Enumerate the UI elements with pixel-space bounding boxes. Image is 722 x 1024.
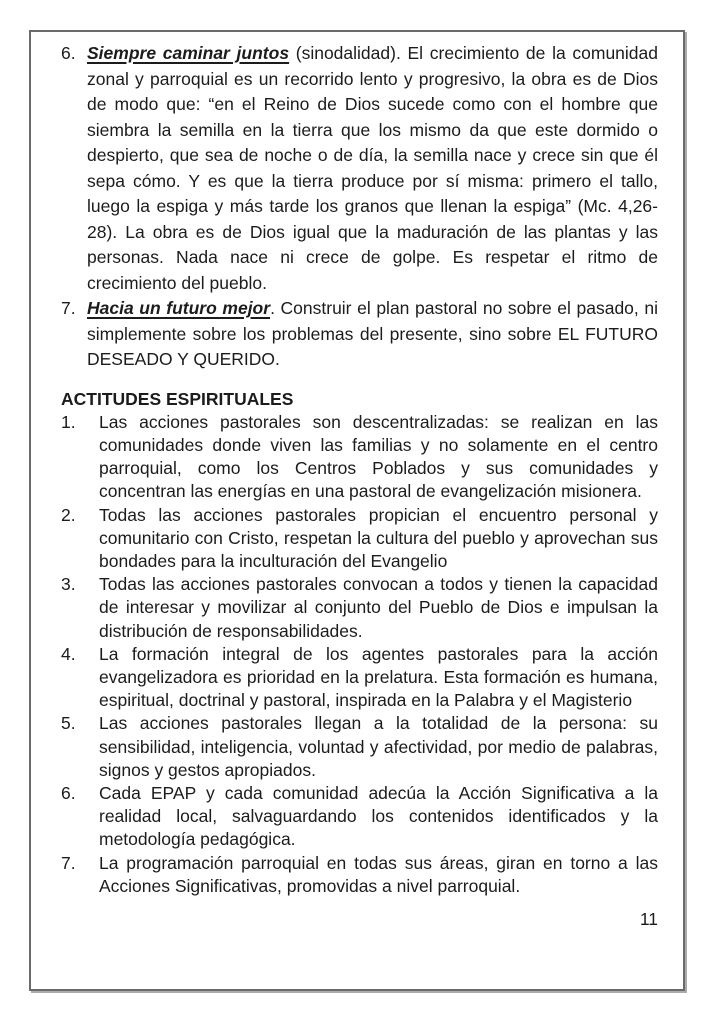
list-item-number: 6. — [61, 43, 76, 63]
list-item-number: 7. — [61, 852, 76, 873]
section-heading: ACTITUDES ESPIRITUALES — [61, 388, 294, 409]
list-item — [61, 852, 658, 898]
page-border-frame — [29, 30, 685, 991]
list-item — [61, 643, 658, 713]
list-item-number: 4. — [61, 643, 76, 664]
list-item — [61, 41, 658, 296]
list-item-text — [87, 296, 658, 373]
list-item-number: 6. — [61, 782, 76, 803]
list-item-text: La programación parroquial en todas sus áreas, giran en torno a las Acciones Significativas, promovidas a nivel parroquial. — [99, 852, 658, 896]
list-item-text: Las acciones pastorales llegan a la totalidad de la persona: su sensibilidad, inteligencia, voluntad y afectividad, por medio de palabras, signos y gestos apropiados. — [99, 713, 658, 780]
list-item-text: La formación integral de los agentes pastorales para la acción evangelizadora es prioridad en la prelatura. Esta formación es humana, espiritual, doctrinal y pastoral, inspirada en la Palabra y el Magisterio — [99, 643, 658, 711]
list-item-number: 3. — [61, 574, 76, 595]
list-item — [61, 296, 658, 373]
section-numbered-list — [61, 411, 658, 898]
item-lead-title: Siempre caminar juntos — [87, 43, 290, 63]
list-item-text: Las acciones pastorales son descentralizadas: se realizan en las comunidades donde viven las familias y no solamente en el centro parroquial, como los Centros Poblados y sus comunidades y concentran las energías en una pastoral de evangelización misionera. — [99, 411, 658, 502]
item-body-text: . Construir el plan pastoral no sobre el pasado, ni simplemente sobre los problemas del presente, sino sobre EL FUTURO DESEADO Y QUERIDO. — [87, 298, 658, 369]
list-item — [61, 712, 658, 782]
list-item — [61, 573, 658, 643]
list-item-text: Todas las acciones pastorales propician el encuentro personal y comunitario con Cristo, respetan la cultura del pueblo y aprovechan sus bondades para la inculturación del Evangelio — [99, 504, 658, 571]
item-body-text: (sinodalidad). El crecimiento de la comunidad zonal y parroquial es un recorrido lento y progresivo, la obra es de Dios de modo que: “en el Reino de Dios sucede como con el hombre que siembra la semilla en la tierra que los mismo da que este dormido o despierto, que sea de noche o de día, la semilla nace y crece sin que él sepa cómo. Y es que la tierra produce por sí misma: primero el tallo, luego la espiga y más tarde los granos que llenan la espiga” (Mc. 4,26-28). La obra es de Dios igual que la maduración de las plantas y las personas. Nada nace ni crece de golpe. Es respetar el ritmo de crecimiento del pueblo. — [87, 43, 658, 293]
list-item — [61, 782, 658, 852]
item-lead-title: Hacia un futuro mejor — [87, 298, 271, 318]
list-item — [61, 504, 658, 574]
list-item-number: 1. — [61, 411, 76, 432]
intro-numbered-list — [61, 41, 658, 373]
page-number: 11 — [639, 908, 658, 929]
list-item-text — [87, 41, 658, 296]
list-item-number: 7. — [61, 298, 76, 318]
list-item — [61, 411, 658, 504]
list-item-number: 5. — [61, 713, 76, 734]
list-item-text: Todas las acciones pastorales convocan a todos y tienen la capacidad de interesar y movilizar al conjunto del Pueblo de Dios e impulsan la distribución de responsabilidades. — [99, 574, 658, 641]
list-item-number: 2. — [61, 504, 76, 525]
list-item-text: Cada EPAP y cada comunidad adecúa la Acción Significativa a la realidad local, salvaguardando los contenidos identificados y la metodología pedagógica. — [99, 782, 658, 850]
